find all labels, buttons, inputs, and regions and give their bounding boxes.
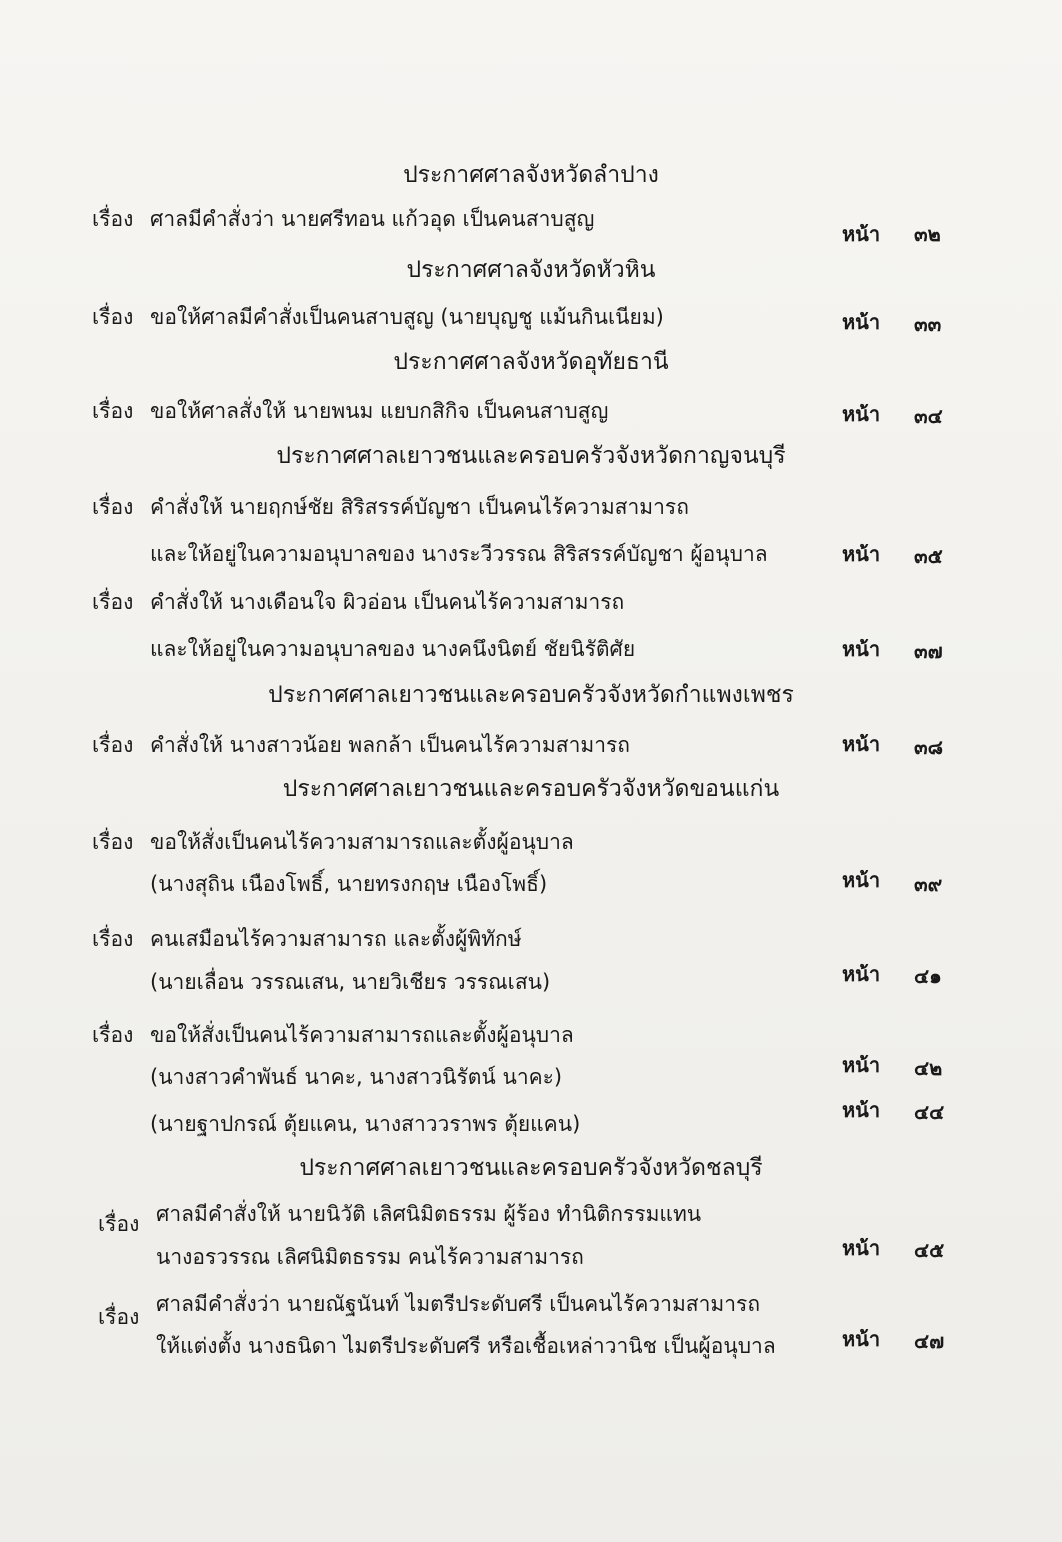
page-word: หน้า [842, 637, 881, 661]
page-word: หน้า [842, 1098, 881, 1122]
page-number: ๔๒ [914, 1056, 943, 1080]
entry-line: (นายฐาปกรณ์ ตุ้ยแคน, นางสาววราพร ตุ้ยแคน) [150, 1112, 581, 1136]
entry-line: ขอให้ศาลมีคำสั่งเป็นคนสาบสูญ (นายบุญชู แม้นกินเนียม) [150, 305, 664, 329]
entry-line: ให้แต่งตั้ง นางธนิดา ไมตรีประดับศรี หรือเชื้อเหล่าวานิช เป็นผู้อนุบาล [156, 1334, 776, 1358]
entry-label: เรื่อง [98, 1305, 140, 1329]
page-word: หน้า [842, 402, 881, 426]
page-number: ๓๓ [914, 312, 942, 336]
entry-line: นางอรวรรณ เลิศนิมิตธรรม คนไร้ความสามารถ [156, 1245, 584, 1269]
page-number: ๔๕ [914, 1238, 945, 1262]
entry-line: ขอให้สั่งเป็นคนไร้ความสามารถและตั้งผู้อนุบาล [150, 830, 574, 854]
entry-line: (นางสาวคำพันธ์ นาคะ, นางสาวนิรัตน์ นาคะ) [150, 1065, 563, 1089]
entry-line: คำสั่งให้ นายฤกษ์ชัย สิริสรรค์บัญชา เป็นคนไร้ความสามารถ [150, 495, 689, 519]
page-word: หน้า [842, 868, 881, 892]
page-number: ๓๗ [914, 639, 943, 663]
entry-line: ศาลมีคำสั่งให้ นายนิวัติ เลิศนิมิตธรรม ผู้ร้อง ทำนิติกรรมแทน [156, 1202, 702, 1226]
page-number: ๓๘ [914, 735, 944, 759]
page-word: หน้า [842, 1236, 881, 1260]
section-heading: ประกาศศาลเยาวชนและครอบครัวจังหวัดขอนแก่น [282, 776, 780, 802]
entry-label: เรื่อง [92, 495, 134, 519]
entry-label: เรื่อง [92, 207, 134, 231]
page-number: ๔๑ [914, 964, 942, 988]
page-number: ๓๔ [914, 404, 943, 428]
entry-line: คนเสมือนไร้ความสามารถ และตั้งผู้พิทักษ์ [150, 927, 522, 951]
page-number: ๓๙ [914, 872, 943, 896]
section-heading: ประกาศศาลเยาวชนและครอบครัวจังหวัดกำแพงเพชร [268, 682, 794, 708]
page-word: หน้า [842, 310, 881, 334]
entry-line: ขอให้สั่งเป็นคนไร้ความสามารถและตั้งผู้อนุบาล [150, 1023, 574, 1047]
entry-label: เรื่อง [92, 1023, 134, 1047]
section-heading: ประกาศศาลจังหวัดอุทัยธานี [393, 349, 669, 375]
entry-label: เรื่อง [92, 733, 134, 757]
entry-line: และให้อยู่ในความอนุบาลของ นางคนึงนิตย์ ชัยนิรัติศัย [150, 637, 636, 661]
entry-line: คำสั่งให้ นางสาวน้อย พลกล้า เป็นคนไร้ความสามารถ [150, 733, 631, 757]
section-heading: ประกาศศาลจังหวัดหัวหิน [406, 257, 656, 283]
page-word: หน้า [842, 1053, 881, 1077]
entry-label: เรื่อง [92, 927, 134, 951]
page-number: ๓๒ [914, 222, 941, 246]
page-number: ๓๕ [914, 544, 943, 568]
entry-line: (นางสุถิน เนืองโพธิ์, นายทรงกฤษ เนืองโพธิ์) [150, 872, 548, 896]
section-heading: ประกาศศาลเยาวชนและครอบครัวจังหวัดชลบุรี [299, 1155, 763, 1181]
page-number: ๔๔ [914, 1100, 945, 1124]
page-word: หน้า [842, 962, 881, 986]
entry-line: และให้อยู่ในความอนุบาลของ นางระวีวรรณ สิริสรรค์บัญชา ผู้อนุบาล [150, 542, 768, 566]
entry-line: ศาลมีคำสั่งว่า นายณัฐนันท์ ไมตรีประดับศรี เป็นคนไร้ความสามารถ [156, 1292, 761, 1316]
entry-line: ขอให้ศาลสั่งให้ นายพนม แยบกสิกิจ เป็นคนสาบสูญ [150, 399, 609, 423]
page-word: หน้า [842, 222, 881, 246]
section-heading: ประกาศศาลเยาวชนและครอบครัวจังหวัดกาญจนบุรี [276, 443, 786, 469]
page-word: หน้า [842, 542, 881, 566]
entry-label: เรื่อง [92, 590, 134, 614]
page-word: หน้า [842, 732, 881, 756]
entry-line: คำสั่งให้ นางเดือนใจ ผิวอ่อน เป็นคนไร้ความสามารถ [150, 590, 625, 614]
entry-line: (นายเลื่อน วรรณเสน, นายวิเชียร วรรณเสน) [150, 970, 551, 994]
entry-label: เรื่อง [98, 1212, 140, 1236]
page-word: หน้า [842, 1327, 881, 1351]
page-number: ๔๗ [914, 1329, 945, 1353]
entry-line: ศาลมีคำสั่งว่า นายศรีทอน แก้วอุด เป็นคนสาบสูญ [150, 207, 595, 231]
entry-label: เรื่อง [92, 399, 134, 423]
entry-label: เรื่อง [92, 305, 134, 329]
entry-label: เรื่อง [92, 830, 134, 854]
section-heading: ประกาศศาลจังหวัดลำปาง [403, 162, 659, 188]
